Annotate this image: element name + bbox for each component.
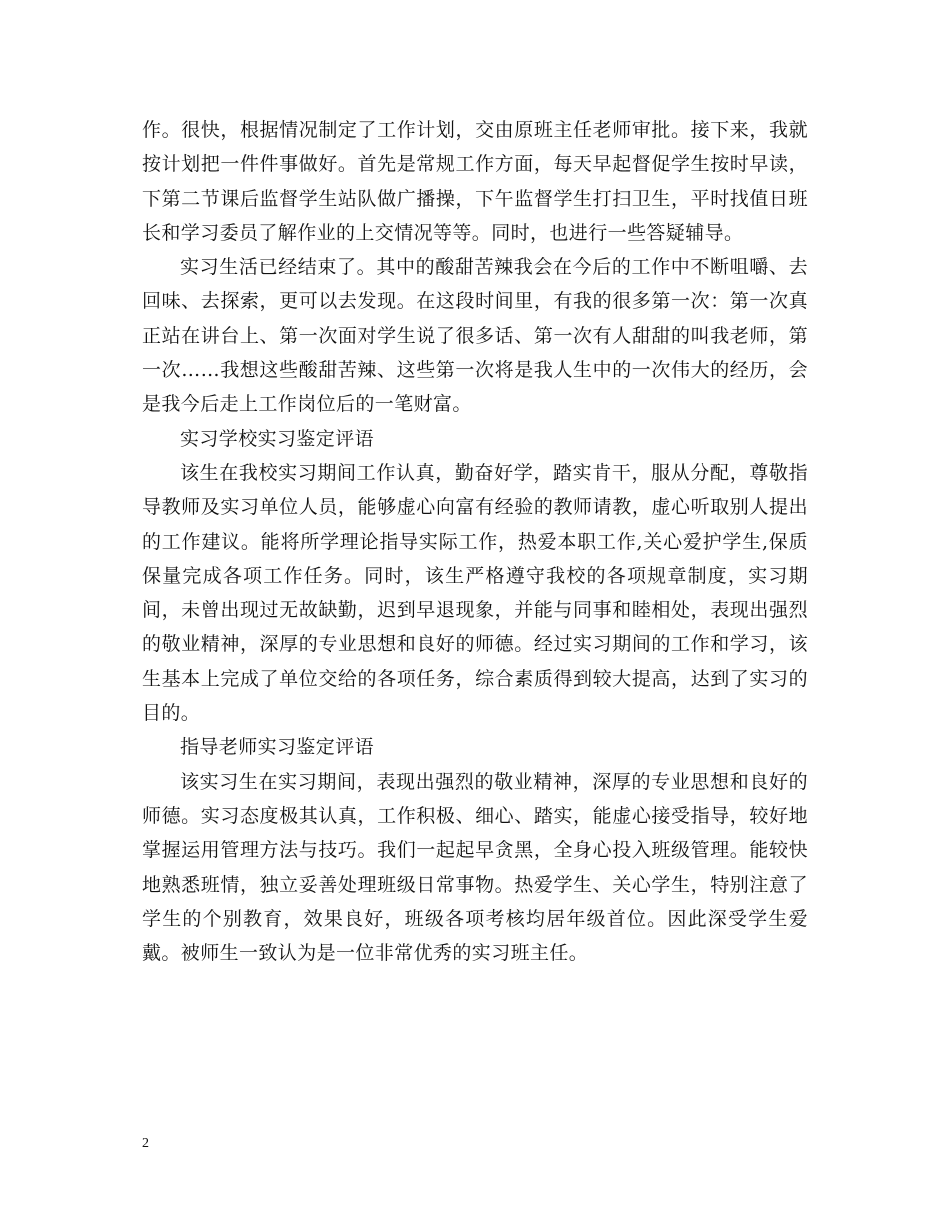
paragraph-school-evaluation: 该生在我校实习期间工作认真，勤奋好学，踏实肯干，服从分配，尊敬指导教师及实习单位人员，能够虚心向富有经验的教师请教，虚心听取别人提出的工作建议。能将所学理论指导实际工作，热爱本职工作,关心爱护学生,保质保量完成各项工作任务。同时，该生严格遵守我校的各项规章制度，实习期间，未曾出现过无故缺勤，迟到早退现象，并能与同事和睦相处，表现出强烈的敬业精神，深厚的专业思想和良好的师德。经过实习期间的工作和学习，该生基本上完成了单位交给的各项任务，综合素质得到较大提高，达到了实习的目的。: [142, 461, 808, 725]
heading-school-evaluation: 实习学校实习鉴定评语: [180, 427, 375, 450]
page-number: 2: [142, 1136, 149, 1151]
paragraph-teacher-evaluation: 该实习生在实习期间，表现出强烈的敬业精神，深厚的专业思想和良好的师德。实习态度极其认真，工作积极、细心、踏实，能虚心接受指导，较好地掌握运用管理方法与技巧。我们一起起早贪黑，全身心投入班级管理。能较快地熟悉班情，独立妥善处理班级日常事物。热爱学生、关心学生，特别注意了学生的个别教育，效果良好，班级各项考核均居年级首位。因此深受学生爱戴。被师生一致认为是一位非常优秀的实习班主任。: [142, 770, 808, 965]
paragraph-internship-reflection: 实习生活已经结束了。其中的酸甜苦辣我会在今后的工作中不断咀嚼、去回味、去探索，更可以去发现。在这段时间里，有我的很多第一次：第一次真正站在讲台上、第一次面对学生说了很多话、第一次有人甜甜的叫我老师，第一次……我想这些酸甜苦辣、这些第一次将是我人生中的一次伟大的经历，会是我今后走上工作岗位后的一笔财富。: [142, 256, 808, 416]
heading-teacher-evaluation: 指导老师实习鉴定评语: [180, 736, 375, 759]
document-body: [142, 113, 808, 970]
paragraph-work-plan: 作。很快，根据情况制定了工作计划，交由原班主任老师审批。接下来，我就按计划把一件件事做好。首先是常规工作方面，每天早起督促学生按时早读，下第二节课后监督学生站队做广播操，下午监督学生打扫卫生，平时找值日班长和学习委员了解作业的上交情况等等。同时，也进行一些答疑辅导。: [142, 119, 808, 244]
